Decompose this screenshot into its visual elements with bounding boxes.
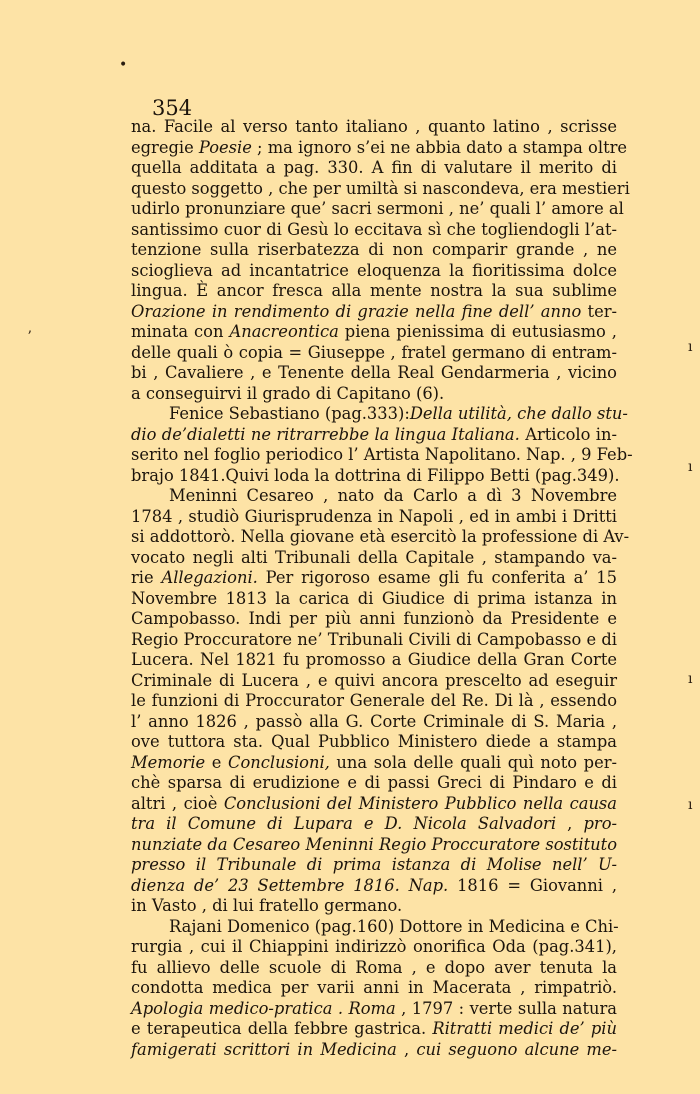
italic-title: famigerati scrittori in Medicina (131, 1039, 397, 1059)
text-run: , 1797 : verte sulla natura (395, 998, 617, 1018)
text-run: l’ anno 1826 , passò alla G. Corte Criminale di S. Maria , (131, 711, 617, 731)
text-run: rurgia , cui il Chiappini indirizzò onorifica Oda (pag.341), (131, 937, 617, 956)
text-line (131, 1019, 617, 1040)
body-text (131, 117, 633, 1060)
text-run: brajo 1841.Quivi loda la dottrina di Filippo Betti (pag.349). (131, 465, 620, 485)
text-line (131, 773, 617, 794)
text-run: bi , Cavaliere , e Tenente della Real Gendarmeria , vicino (131, 363, 617, 382)
text-run: condotta medica per varii anni in Macerata , rimpatriò. (131, 978, 617, 997)
text-line (131, 630, 617, 651)
text-run: questo soggetto , che per umiltà si nascondeva, era mestieri (131, 178, 630, 198)
text-run: chè sparsa di erudizione e di passi Greci di Pindaro e di (131, 773, 617, 792)
text-run: e terapeutica della febbre gastrica. (131, 1019, 433, 1038)
stray-mark-right-4: ı (688, 797, 693, 813)
text-run: Per rigoroso esame gli fu conferita a’ 15 (257, 568, 617, 587)
stray-mark-left: ʼ (27, 329, 32, 345)
text-run: rie (131, 568, 162, 587)
text-run: altri , cioè (131, 793, 224, 813)
text-line (131, 445, 633, 466)
text-run: fu allievo delle scuole di Roma , e dopo aver tenuta la (131, 957, 617, 977)
page-number: 354 (152, 96, 193, 120)
text-run: Meninni Cesareo , nato da Carlo a dì 3 Novembre (169, 486, 617, 505)
italic-title: dio de’dialetti ne ritrarrebbe la lingua Italiana. (131, 424, 520, 444)
text-line (131, 568, 617, 589)
text-line (131, 199, 624, 220)
stray-mark-right-2: ı (688, 459, 693, 475)
italic-title: Ritratti medici de’ più (432, 1019, 617, 1038)
stray-mark-top: • (119, 57, 128, 73)
text-run: piena pienissima di eutusiasmo , (338, 322, 617, 341)
text-run: vocato negli alti Tribunali della Capitale , stampando va- (131, 547, 617, 567)
text-run: in Vasto , di lui fratello germano. (131, 896, 403, 915)
italic-title: Apologia medico-pratica . Roma (131, 998, 396, 1018)
text-line (131, 117, 617, 138)
text-line (131, 240, 617, 261)
text-line (131, 876, 617, 897)
text-run: santissimo cuor di Gesù lo eccitava sì che togliendogli l’at- (131, 219, 617, 239)
text-run: ove tuttora sta. Qual Pubblico Ministero diede a stampa (131, 732, 617, 751)
text-run: udirlo pronunziare que’ sacri sermoni , ne’ quali l’ amore al (131, 199, 624, 218)
italic-title: Memorie (131, 752, 206, 772)
text-line (131, 404, 628, 425)
text-line (131, 178, 630, 200)
text-run: Novembre 1813 la carica di Giudice di prima istanza in (131, 588, 617, 608)
text-run: ter- (581, 301, 618, 321)
text-run: minata con (131, 322, 230, 341)
italic-title: Anacreontica (229, 322, 339, 341)
text-line (131, 363, 617, 384)
italic-title: Conclusioni del Ministero Pubblico nella causa (223, 793, 617, 813)
text-line (131, 589, 617, 610)
text-run: Fenice Sebastiano (pag.333): (169, 404, 410, 423)
text-line (131, 958, 617, 979)
text-line (131, 220, 617, 241)
italic-title: Conclusioni, (228, 752, 330, 772)
text-line (131, 835, 617, 856)
text-run: serito nel foglio periodico l’ Artista Napolitano. Nap. , 9 Feb- (131, 445, 633, 464)
text-run: Regio Proccuratore ne’ Tribunali Civili di Campobasso e di (131, 629, 617, 649)
text-line (131, 322, 617, 343)
text-run: egregie (131, 137, 199, 157)
text-run: tenzione sulla riserbatezza di non comparir grande , ne (131, 240, 617, 259)
text-line (131, 384, 617, 405)
text-run: quella additata a pag. 330. A fin di valutare il merito di (131, 158, 617, 177)
text-line (131, 671, 617, 692)
text-run: Criminale di Lucera , e quivi ancora prescelto ad eseguir (131, 670, 617, 690)
text-line (131, 937, 617, 958)
text-run: ; ma ignoro s’ei ne abbia dato a stampa oltre (251, 137, 628, 157)
text-run: , (396, 1039, 417, 1059)
text-line (131, 507, 617, 528)
text-run: 1784 , studiò Giurisprudenza in Napoli , ed in ambi i Dritti (131, 506, 617, 526)
text-run: Rajani Domenico (pag.160) Dottore in Medicina e Chi- (169, 916, 619, 936)
text-line (131, 137, 628, 159)
text-run: delle quali ò copia = Giuseppe , fratel germano di entram- (131, 342, 617, 362)
italic-title: Poesie (198, 137, 252, 157)
text-line (131, 158, 617, 179)
stray-mark-right-1: ı (688, 339, 693, 355)
text-line (131, 855, 617, 876)
text-run: e (205, 752, 229, 772)
italic-title: dienza de’ 23 Settembre 1816. Nap. (131, 875, 449, 895)
text-line (131, 917, 617, 938)
text-line (131, 650, 617, 671)
text-line (131, 425, 617, 446)
text-line (131, 794, 617, 815)
text-run: Articolo in- (519, 424, 617, 444)
italic-title: Della utilità, che dallo stu- (409, 404, 628, 423)
stray-mark-right-3: ı (688, 671, 693, 687)
text-run: , (556, 814, 584, 833)
text-line (131, 302, 617, 323)
italic-title: Orazione in rendimento di grazie nella fine dell’ anno (131, 301, 582, 321)
text-run: scioglieva ad incantatrice eloquenza la fioritissima dolce (131, 260, 617, 280)
text-run: le funzioni di Proccurator Generale del Re. Di là , essendo (131, 691, 617, 710)
italic-title: pro- (583, 814, 617, 833)
text-run: Lucera. Nel 1821 fu promosso a Giudice della Gran Corte (131, 650, 617, 669)
text-run: a conseguirvi il grado di Capitano (6). (131, 383, 445, 403)
text-line (131, 691, 617, 712)
italic-title: presso il Tribunale di prima istanza di Molise nell’ U- (131, 855, 617, 874)
italic-title: nunziate da Cesareo Meninni Regio Proccuratore sostituto (131, 834, 617, 854)
text-run: lingua. È ancor fresca alla mente nostra la sua sublime (131, 281, 617, 300)
text-run: 1816 = Giovanni , (448, 875, 617, 895)
text-line (131, 527, 630, 548)
text-run: si addottorò. Nella giovane età esercitò la professione di Av- (131, 527, 630, 546)
text-run: na. Facile al verso tanto italiano , quanto latino , scrisse (131, 117, 617, 136)
text-line (131, 999, 617, 1020)
text-line (131, 814, 617, 835)
italic-title: Allegazioni. (161, 568, 258, 587)
text-line (131, 732, 617, 753)
text-run: Campobasso. Indi per più anni funzionò da Presidente e (131, 609, 617, 628)
text-line (131, 465, 620, 487)
italic-title: cui seguono alcune me- (416, 1039, 617, 1059)
text-line (131, 343, 617, 364)
text-line (131, 712, 617, 733)
text-line (131, 261, 617, 282)
text-line (131, 281, 617, 302)
text-line (131, 486, 617, 507)
text-line (131, 609, 617, 630)
text-line (131, 896, 617, 917)
text-line (131, 978, 617, 999)
text-line (131, 753, 617, 774)
text-line (131, 1040, 617, 1061)
italic-title: tra il Comune di Lupara e D. Nicola Salvadori (131, 814, 557, 833)
text-run: una sola delle quali quì noto per- (329, 752, 617, 772)
text-line (131, 548, 617, 569)
